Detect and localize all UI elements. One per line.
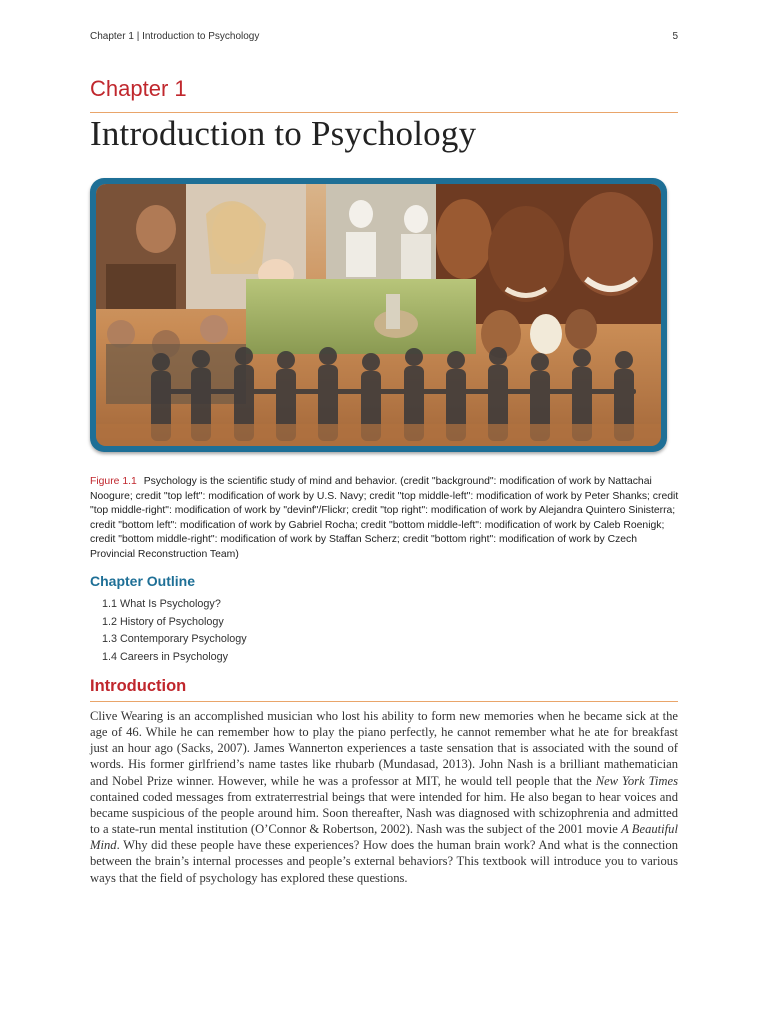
- chapter-outline-heading: Chapter Outline: [90, 573, 196, 589]
- title-divider: [90, 112, 678, 113]
- introduction-divider: [90, 701, 678, 702]
- chapter-title: Introduction to Psychology: [90, 114, 477, 153]
- chapter-label: Chapter 1: [90, 76, 187, 101]
- page-number: 5: [672, 31, 678, 42]
- intro-text-2: contained coded messages from extraterrestrial beings that were intended for him. He also began to hear voices and became suspicious of the people around him. Soon thereafter, Nash was diagnosed with schizophrenia and admitted to a state-run mental institution (O’Connor & Robertson, 2002). Nash was the subject of the 2001 movie: [90, 789, 678, 837]
- outline-item[interactable]: 1.3 Contemporary Psychology: [102, 633, 247, 645]
- chapter-outline-list: [102, 596, 247, 666]
- running-header: [90, 31, 678, 42]
- figure-collage-image: [96, 184, 661, 446]
- figure-caption-text: Psychology is the scientific study of mind and behavior. (credit "background": modification of work by Nattachai Noogure; credit "top left": modification of work by U.S. Navy; credit "top middle-left": modification of work by Peter Shanks; credit "top middle-right": modification of work by "devinf"/Flickr; credit "top right": modification of work by Alejandra Quintero Sinisterra; credit "bottom left": modification of work by Gabriel Rocha; credit "bottom middle-left": modification of work by Caleb Roenigk; credit "bottom middle-right": modification of work by Staffan Scherz; credit "bottom right": modification of work by Czech Provincial Reconstruction Team): [90, 476, 679, 560]
- intro-text-3: . Why did these people have these experiences? How does the human brain work? And what is the connection between the brain’s internal processes and people’s external behaviors? This textbook will introduce you to various ways that the field of psychology has explored these questions.: [90, 838, 678, 885]
- outline-item[interactable]: 1.2 History of Psychology: [102, 615, 224, 628]
- introduction-paragraph: [90, 708, 678, 886]
- introduction-heading: Introduction: [90, 677, 187, 695]
- intro-text-1: Clive Wearing is an accomplished musician who lost his ability to form new memories when he became sick at the age of 46. While he can remember how to play the piano perfectly, he cannot remember what he ate for breakfast just an hour ago (Sacks, 2007). James Wannerton experiences a taste sensation that is associated with the sound of words. His former girlfriend’s name tastes like rhubarb (Mundasad, 2013). John Nash is a brilliant mathematician and Nobel Prize winner. However, while he was a professor at MIT, he would tell people that the: [90, 709, 678, 788]
- outline-item[interactable]: 1.1 What Is Psychology?: [102, 598, 221, 610]
- intro-italic-1: New York Times: [595, 773, 678, 788]
- running-title: Chapter 1 | Introduction to Psychology: [90, 31, 260, 42]
- intro-italic-2: A Beautiful Mind: [90, 822, 678, 853]
- chapter-figure: [90, 178, 667, 452]
- figure-label: Figure 1.1: [90, 476, 137, 487]
- outline-item[interactable]: 1.4 Careers in Psychology: [102, 650, 229, 663]
- figure-caption: [90, 475, 680, 563]
